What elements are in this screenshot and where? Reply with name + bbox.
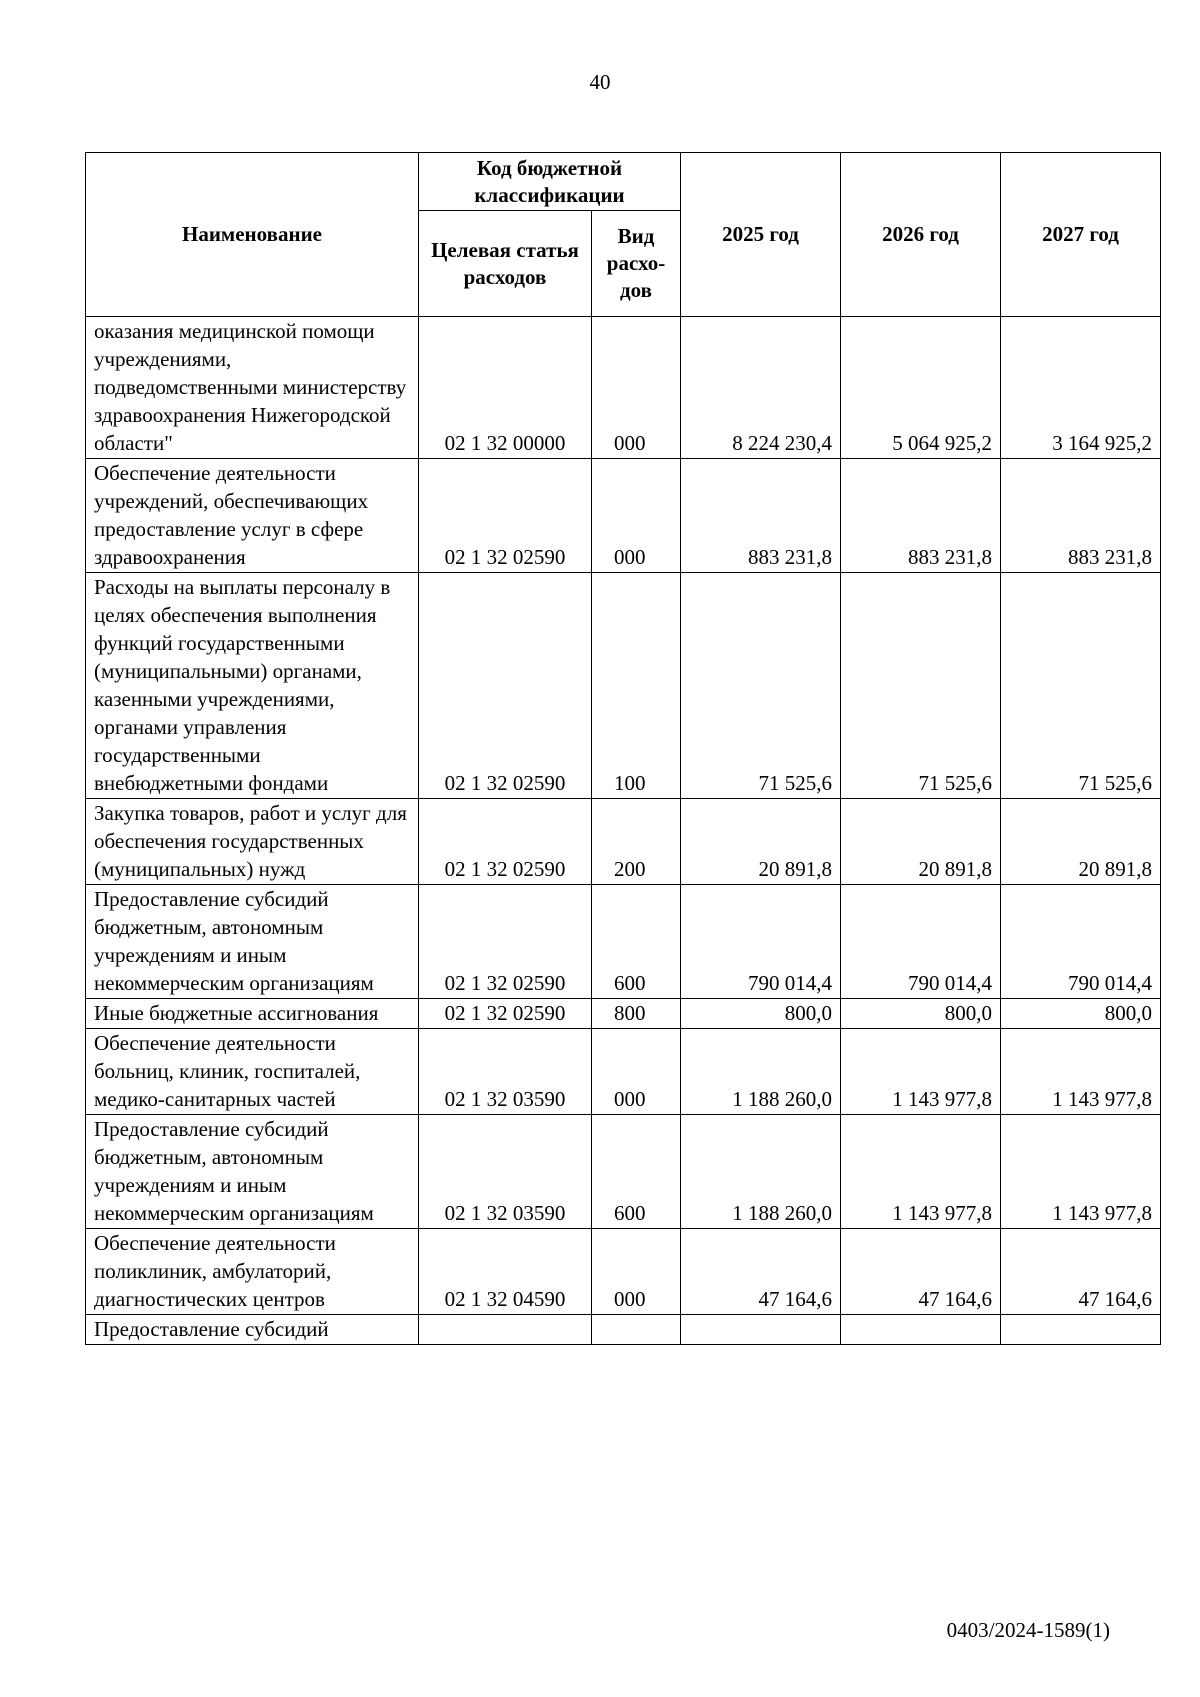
row-value-2025: 1 188 260,0 xyxy=(681,1029,841,1115)
table-row xyxy=(86,1315,1161,1345)
table-row xyxy=(86,885,1161,999)
row-expense-type: 000 xyxy=(592,459,681,573)
row-value-2026: 47 164,6 xyxy=(841,1229,1001,1315)
row-value-2027: 3 164 925,2 xyxy=(1001,317,1161,459)
row-code: 02 1 32 02590 xyxy=(419,799,592,885)
row-expense-type: 800 xyxy=(592,999,681,1029)
row-code: 02 1 32 02590 xyxy=(419,999,592,1029)
row-expense-type: 600 xyxy=(592,1115,681,1229)
row-name: Расходы на выплаты персоналу в целях обеспечения выполнения функций государственными (муниципальными) органами, казенными учреждениями, органами управления государственными внебюджетными фондами xyxy=(86,573,419,799)
row-expense-type: 000 xyxy=(592,1229,681,1315)
row-value-2027: 790 014,4 xyxy=(1001,885,1161,999)
document-code: 0403/2024-1589(1) xyxy=(946,1618,1110,1642)
header-expense-type: Вид расхо- дов xyxy=(592,211,681,317)
table-row xyxy=(86,999,1161,1029)
budget-table xyxy=(85,152,1161,1345)
row-value-2027: 1 143 977,8 xyxy=(1001,1115,1161,1229)
row-value-2026: 1 143 977,8 xyxy=(841,1115,1001,1229)
row-name: Обеспечение деятельности поликлиник, амбулаторий, диагностических центров xyxy=(86,1229,419,1315)
header-year-2027: 2027 год xyxy=(1001,153,1161,317)
row-name: Предоставление субсидий xyxy=(86,1315,419,1345)
row-expense-type: 200 xyxy=(592,799,681,885)
row-name: Обеспечение деятельности учреждений, обеспечивающих предоставление услуг в сфере здравоохранения xyxy=(86,459,419,573)
row-value-2027 xyxy=(1001,1315,1161,1345)
row-value-2027: 1 143 977,8 xyxy=(1001,1029,1161,1115)
row-value-2026: 883 231,8 xyxy=(841,459,1001,573)
table-row xyxy=(86,459,1161,573)
row-value-2025: 20 891,8 xyxy=(681,799,841,885)
row-value-2026: 800,0 xyxy=(841,999,1001,1029)
table-row xyxy=(86,799,1161,885)
row-value-2026: 5 064 925,2 xyxy=(841,317,1001,459)
row-value-2027: 800,0 xyxy=(1001,999,1161,1029)
table-row xyxy=(86,1029,1161,1115)
row-name: Предоставление субсидий бюджетным, автономным учреждениям и иным некоммерческим организациям xyxy=(86,885,419,999)
table-row xyxy=(86,1115,1161,1229)
row-value-2027: 20 891,8 xyxy=(1001,799,1161,885)
row-name: Предоставление субсидий бюджетным, автономным учреждениям и иным некоммерческим организациям xyxy=(86,1115,419,1229)
row-value-2025: 47 164,6 xyxy=(681,1229,841,1315)
row-code: 02 1 32 02590 xyxy=(419,459,592,573)
row-code: 02 1 32 00000 xyxy=(419,317,592,459)
row-code: 02 1 32 04590 xyxy=(419,1229,592,1315)
row-value-2027: 47 164,6 xyxy=(1001,1229,1161,1315)
row-value-2025: 790 014,4 xyxy=(681,885,841,999)
row-expense-type: 100 xyxy=(592,573,681,799)
row-name: оказания медицинской помощи учреждениями, подведомственными министерству здравоохранения Нижегородской области" xyxy=(86,317,419,459)
page-number: 40 xyxy=(589,70,611,94)
row-value-2027: 71 525,6 xyxy=(1001,573,1161,799)
row-value-2025: 71 525,6 xyxy=(681,573,841,799)
row-expense-type xyxy=(592,1315,681,1345)
row-value-2026 xyxy=(841,1315,1001,1345)
row-code xyxy=(419,1315,592,1345)
row-name: Обеспечение деятельности больниц, клиник, госпиталей, медико-санитарных частей xyxy=(86,1029,419,1115)
header-year-2026: 2026 год xyxy=(841,153,1001,317)
row-value-2025: 8 224 230,4 xyxy=(681,317,841,459)
row-code: 02 1 32 03590 xyxy=(419,1029,592,1115)
row-expense-type: 000 xyxy=(592,317,681,459)
row-value-2025: 800,0 xyxy=(681,999,841,1029)
table-body xyxy=(86,317,1161,1345)
row-value-2026: 71 525,6 xyxy=(841,573,1001,799)
header-name: Наименование xyxy=(86,153,419,317)
row-value-2025 xyxy=(681,1315,841,1345)
row-code: 02 1 32 03590 xyxy=(419,1115,592,1229)
row-value-2026: 20 891,8 xyxy=(841,799,1001,885)
row-expense-type: 000 xyxy=(592,1029,681,1115)
row-value-2026: 1 143 977,8 xyxy=(841,1029,1001,1115)
row-code: 02 1 32 02590 xyxy=(419,573,592,799)
header-year-2025: 2025 год xyxy=(681,153,841,317)
row-value-2027: 883 231,8 xyxy=(1001,459,1161,573)
row-value-2025: 883 231,8 xyxy=(681,459,841,573)
row-value-2026: 790 014,4 xyxy=(841,885,1001,999)
header-code-group: Код бюджетной классификации xyxy=(419,153,681,211)
table-row xyxy=(86,317,1161,459)
row-name: Закупка товаров, работ и услуг для обеспечения государственных (муниципальных) нужд xyxy=(86,799,419,885)
row-code: 02 1 32 02590 xyxy=(419,885,592,999)
header-target-article: Целевая статья расходов xyxy=(419,211,592,317)
row-name: Иные бюджетные ассигнования xyxy=(86,999,419,1029)
row-expense-type: 600 xyxy=(592,885,681,999)
table-row xyxy=(86,573,1161,799)
table-row xyxy=(86,1229,1161,1315)
row-value-2025: 1 188 260,0 xyxy=(681,1115,841,1229)
